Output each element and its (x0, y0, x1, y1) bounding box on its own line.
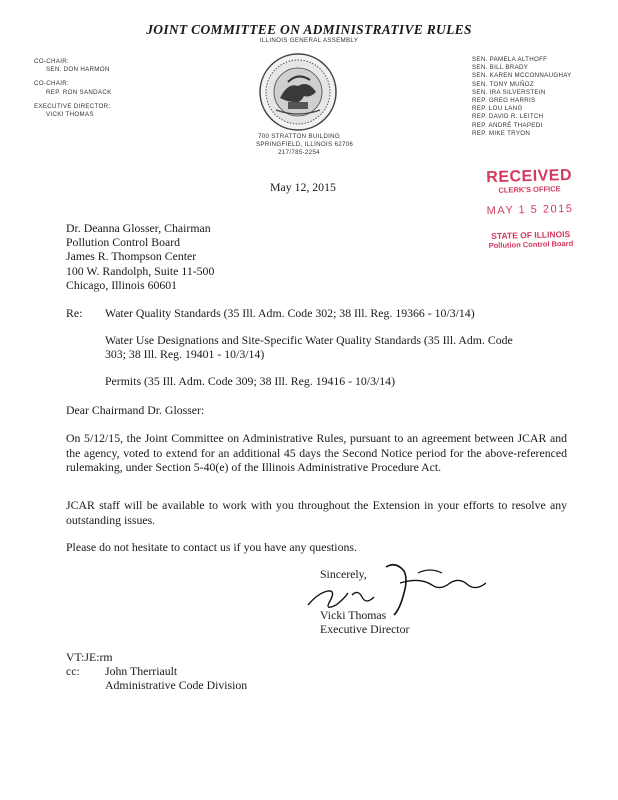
member-item: REP. MIKE TRYON (472, 129, 531, 137)
address-line: 700 STRATTON BUILDING (257, 133, 341, 140)
cc-label: cc: (66, 664, 80, 678)
stamp-state: STATE OF ILLINOIS (491, 228, 571, 242)
signer-title: Executive Director (320, 622, 410, 636)
member-item: SEN. TONY MUÑOZ (472, 80, 534, 88)
recipient-block (66, 221, 214, 292)
executive-director-name: VICKI THOMAS (46, 111, 94, 119)
executive-director-role: EXECUTIVE DIRECTOR: (34, 102, 111, 110)
co-chair-name: SEN. DON HARMON (46, 66, 110, 74)
recipient-line: James R. Thompson Center (66, 249, 197, 264)
paragraph: JCAR staff will be available to work with you throughout the Extension in your efforts to resolve any outstanding issues. (66, 498, 567, 527)
co-chair-role: CO-CHAIR: (34, 58, 70, 65)
address-block (256, 133, 354, 158)
cc-list (105, 664, 247, 692)
re-item-line: 303; 38 Ill. Reg. 19401 - 10/3/14) (105, 347, 265, 362)
assembly-subtitle: ILLINOIS GENERAL ASSEMBLY (259, 37, 359, 44)
cc-line: Administrative Code Division (105, 678, 248, 693)
recipient-line: Dr. Deanna Glosser, Chairman (66, 221, 211, 235)
phone-line: 217/785-2254 (278, 149, 320, 157)
stamp-date: MAY 1 5 2015 (486, 202, 574, 218)
stamp-board: Pollution Control Board (488, 238, 574, 251)
re-item: Water Quality Standards (35 Ill. Adm. Code 302; 38 Ill. Reg. 19366 - 10/3/14) (105, 306, 475, 320)
member-item: REP. GREG HARRIS (472, 97, 536, 105)
re-item (105, 333, 513, 361)
committee-title: JOINT COMMITTEE ON ADMINISTRATIVE RULES (146, 22, 472, 37)
member-item: SEN. BILL BRADY (472, 64, 529, 72)
salutation: Dear Chairmand Dr. Glosser: (66, 403, 205, 417)
re-item-line: Water Use Designations and Site-Specific Water Quality Standards (35 Ill. Adm. Code (105, 333, 513, 347)
member-item: REP. DAVID R. LEITCH (472, 113, 544, 121)
co-chair-name: REP. RON SANDACK (46, 88, 112, 96)
re-label: Re: (66, 306, 83, 320)
member-item: REP. LOU LANG (472, 105, 523, 113)
member-item: SEN. KAREN MCCONNAUGHAY (472, 72, 572, 80)
signer-name: Vicki Thomas (320, 608, 387, 622)
co-chair-role: CO-CHAIR: (34, 80, 70, 88)
paragraph: On 5/12/15, the Joint Committee on Administrative Rules, pursuant to an agreement between JCAR and the agency, voted to extend for an additional 45 days the Second Notice period for the above-referenced rulemaking, under Section 5-40(e) of the Illinois Administrative Procedure Act. (66, 431, 567, 475)
recipient-line: Pollution Control Board (66, 235, 181, 250)
recipient-line: Chicago, Illinois 60601 (66, 277, 178, 292)
members-list (472, 56, 572, 138)
recipient-line: 100 W. Randolph, Suite 11-500 (66, 263, 215, 278)
received-stamp (469, 166, 591, 250)
paragraph: Please do not hesitate to contact us if you have any questions. (66, 540, 357, 554)
re-item: Permits (35 Ill. Adm. Code 309; 38 Ill. Reg. 19416 - 10/3/14) (105, 374, 395, 388)
member-item: SEN. IRA SILVERSTEIN (472, 88, 546, 96)
initials: VT:JE:rm (66, 650, 113, 664)
letter-date: May 12, 2015 (270, 180, 336, 194)
member-item: REP. ANDRÉ THAPEDI (472, 121, 543, 129)
address-line: SPRINGFIELD, ILLINOIS 62706 (256, 141, 354, 149)
stamp-received: RECEIVED (486, 166, 573, 187)
illinois-seal-icon (258, 52, 338, 132)
member-item: SEN. PAMELA ALTHOFF (472, 56, 548, 63)
closing: Sincerely, (320, 567, 367, 581)
officers-block (34, 58, 112, 119)
cc-line: John Therriault (105, 664, 178, 678)
stamp-office: CLERK'S OFFICE (498, 184, 561, 195)
